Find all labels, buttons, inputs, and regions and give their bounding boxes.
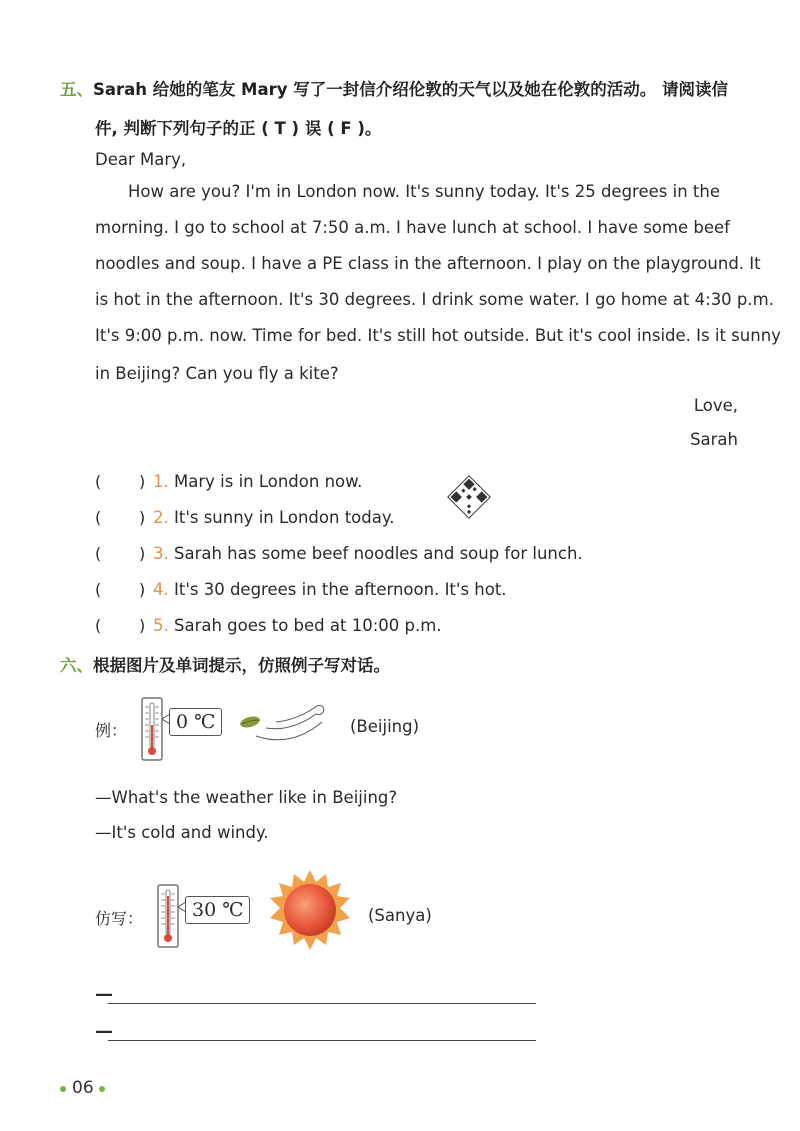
- question-text: Sarah goes to bed at 10:00 p.m.: [174, 616, 442, 635]
- letter-line: morning. I go to school at 7:50 a.m. I have lunch at school. I have some beef: [95, 218, 730, 237]
- letter-line: is hot in the afternoon. It's 30 degrees. I drink some water. I go home at 4:30 p.m.: [95, 290, 774, 309]
- letter-line: How are you? I'm in London now. It's sunny today. It's 25 degrees in the: [128, 182, 720, 201]
- question-number: 1.: [153, 472, 169, 491]
- question-text: It's 30 degrees in the afternoon. It's hot.: [174, 580, 507, 599]
- thermometer-icon: [157, 884, 179, 948]
- answer-paren-close: ): [139, 616, 146, 635]
- question-list: [95, 472, 695, 652]
- answer-line-question[interactable]: [108, 1003, 536, 1004]
- letter-line: noodles and soup. I have a PE class in the afternoon. I play on the playground. It: [95, 254, 761, 273]
- example-question: —What's the weather like in Beijing?: [95, 788, 398, 807]
- answer-paren-close: ): [139, 544, 146, 563]
- question-number: 5.: [153, 616, 169, 635]
- page-dot-right: [99, 1086, 105, 1092]
- answer-paren-close: ): [139, 508, 146, 527]
- letter-line: It's 9:00 p.m. now. Time for bed. It's still hot outside. But it's cool inside. Is it sunny: [95, 326, 781, 345]
- section5-title-line1: Sarah 给她的笔友 Mary 写了一封信介绍伦敦的天气以及她在伦敦的活动。 请阅读信: [93, 80, 728, 99]
- practice-city: (Sanya): [368, 906, 432, 925]
- answer-paren-close: ): [139, 580, 146, 599]
- answer-dash: —: [95, 984, 113, 1005]
- section6-title: 根据图片及单词提示，仿照例子写对话。: [93, 656, 390, 675]
- example-city: (Beijing): [350, 717, 420, 736]
- answer-paren-open: (: [95, 616, 102, 635]
- question-item: [95, 508, 695, 544]
- letter-greeting: Dear Mary,: [95, 150, 187, 169]
- answer-line-answer[interactable]: [108, 1040, 536, 1041]
- question-item: [95, 544, 695, 580]
- example-temperature: 0 ℃: [169, 708, 222, 736]
- page-dot-left: [60, 1086, 66, 1092]
- qr-code-icon: [446, 474, 492, 520]
- question-item: [95, 616, 695, 652]
- wind-icon: [236, 700, 336, 750]
- section5-header: [60, 76, 728, 100]
- question-item: [95, 472, 695, 508]
- section6-number: 六、: [60, 656, 93, 675]
- page-number: 06: [72, 1078, 94, 1098]
- letter-closing: Love,: [693, 396, 738, 415]
- question-number: 2.: [153, 508, 169, 527]
- practice-temperature: 30 ℃: [185, 896, 250, 924]
- question-text: Mary is in London now.: [174, 472, 363, 491]
- section5-title-line2: 件, 判断下列句子的正 ( T ) 误 ( F )。: [95, 119, 382, 138]
- thermometer-icon: [141, 697, 163, 761]
- letter-signature: Sarah: [690, 430, 738, 449]
- answer-paren-close: ): [139, 472, 146, 491]
- letter-line: in Beijing? Can you fly a kite?: [95, 364, 339, 383]
- sun-icon: [268, 868, 352, 952]
- example-label: 例：: [95, 721, 128, 740]
- answer-paren-open: (: [95, 508, 102, 527]
- question-text: It's sunny in London today.: [174, 508, 395, 527]
- practice-label: 仿写：: [95, 909, 144, 928]
- question-item: [95, 580, 695, 616]
- question-number: 4.: [153, 580, 169, 599]
- question-text: Sarah has some beef noodles and soup for lunch.: [174, 544, 583, 563]
- answer-paren-open: (: [95, 544, 102, 563]
- question-number: 3.: [153, 544, 169, 563]
- section5-number: 五、: [60, 80, 93, 99]
- answer-paren-open: (: [95, 580, 102, 599]
- example-answer: —It's cold and windy.: [95, 823, 269, 842]
- section6-header: [60, 652, 390, 676]
- answer-paren-open: (: [95, 472, 102, 491]
- answer-dash: —: [95, 1021, 113, 1042]
